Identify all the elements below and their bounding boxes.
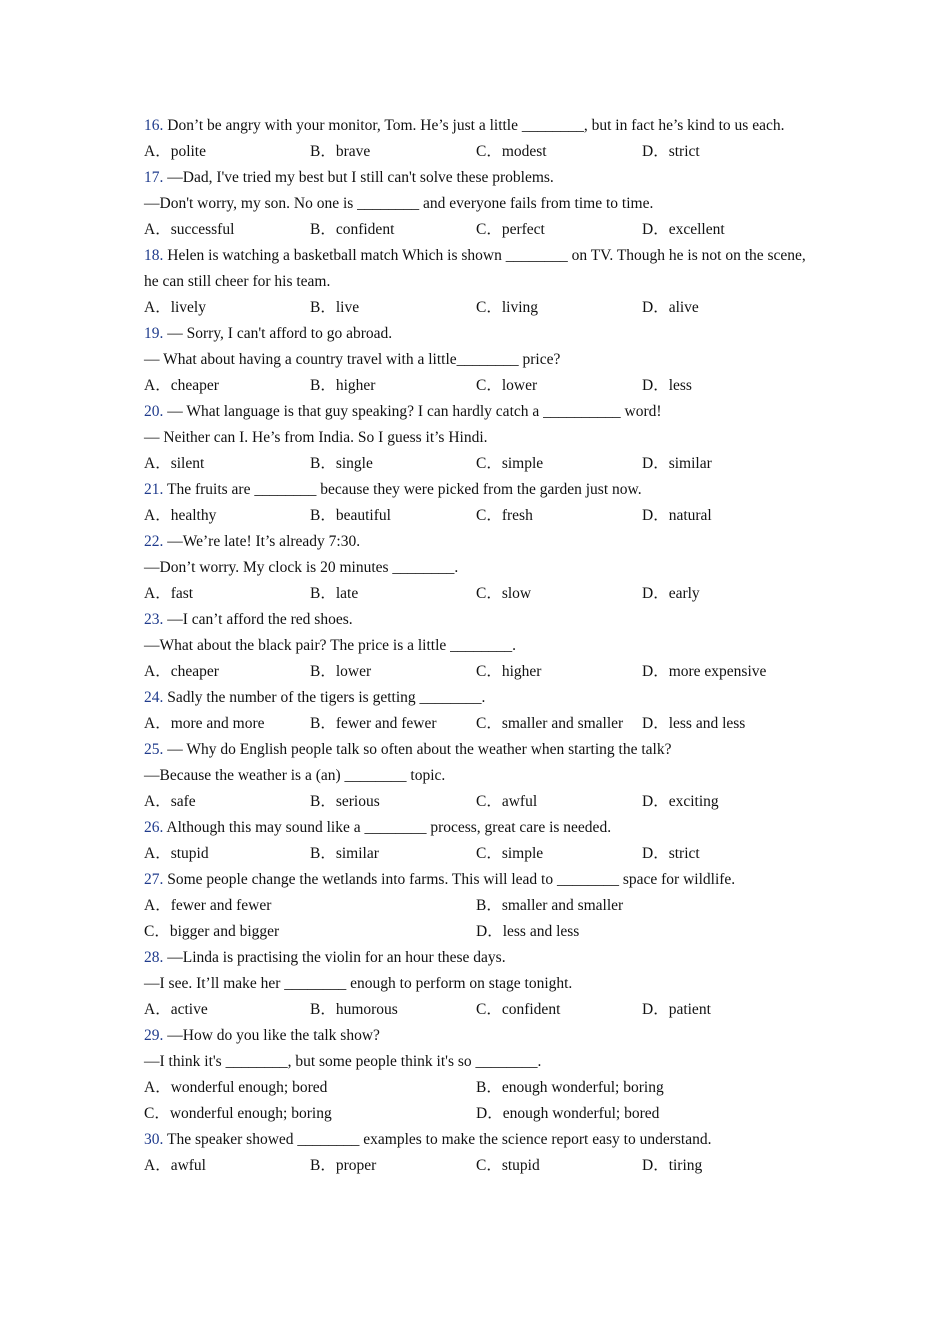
option-a[interactable]: A．stupid [144, 845, 209, 862]
options-row [144, 451, 814, 477]
option-b[interactable]: B．single [310, 455, 373, 472]
options-row [144, 711, 814, 737]
question-number: 20. [144, 403, 164, 420]
question-30 [144, 1127, 814, 1179]
option-d[interactable]: D．less and less [642, 715, 746, 732]
question-16 [144, 113, 814, 165]
options-row [144, 1075, 814, 1101]
question-number: 16. [144, 117, 164, 134]
question-text: —Because the weather is a (an) ________ topic. [144, 767, 446, 784]
question-text: —I can’t afford the red shoes. [167, 611, 353, 628]
question-text: —How do you like the talk show? [167, 1027, 380, 1044]
option-c[interactable]: C．confident [476, 1001, 561, 1018]
option-a[interactable]: A．fast [144, 585, 194, 602]
question-stem [144, 321, 814, 347]
option-c[interactable]: C．simple [476, 845, 544, 862]
question-text: —Linda is practising the violin for an hour these days. [167, 949, 506, 966]
question-19 [144, 321, 814, 399]
option-b[interactable]: B．enough wonderful; boring [476, 1079, 664, 1096]
question-stem [144, 477, 814, 503]
options-row [144, 503, 814, 529]
question-number: 28. [144, 949, 164, 966]
question-17 [144, 165, 814, 243]
question-number: 29. [144, 1027, 164, 1044]
option-d[interactable]: D．less and less [476, 923, 580, 940]
option-d[interactable]: D．excellent [642, 221, 725, 238]
options-row [144, 893, 814, 919]
question-text: —I see. It’ll make her ________ enough to perform on stage tonight. [144, 975, 573, 992]
question-text: Although this may sound like a ________ process, great care is needed. [166, 819, 612, 836]
question-text: —What about the black pair? The price is a little ________. [144, 637, 517, 654]
option-c[interactable]: C．fresh [476, 507, 533, 524]
option-d[interactable]: D．tiring [642, 1157, 703, 1174]
option-b[interactable]: B．lower [310, 663, 372, 680]
options-row [144, 841, 814, 867]
option-b[interactable]: B．higher [310, 377, 376, 394]
option-c[interactable]: C．wonderful enough; boring [144, 1105, 332, 1122]
question-line [144, 633, 814, 659]
option-c[interactable]: C．slow [476, 585, 532, 602]
question-text: —Dad, I've tried my best but I still can't solve these problems. [167, 169, 554, 186]
question-stem [144, 243, 814, 295]
document-page [144, 113, 814, 1179]
question-text: — What language is that guy speaking? I can hardly catch a __________ word! [167, 403, 662, 420]
question-text: —Don't worry, my son. No one is ________ and everyone fails from time to time. [144, 195, 654, 212]
option-c[interactable]: C．simple [476, 455, 544, 472]
question-number: 17. [144, 169, 164, 186]
option-a[interactable]: A．successful [144, 221, 235, 238]
question-line [144, 191, 814, 217]
option-a[interactable]: A．more and more [144, 715, 265, 732]
question-text: Sadly the number of the tigers is getting ________. [167, 689, 486, 706]
option-b[interactable]: B．proper [310, 1157, 377, 1174]
option-c[interactable]: C．awful [476, 793, 538, 810]
question-stem [144, 1127, 814, 1153]
option-c[interactable]: C．higher [476, 663, 542, 680]
question-text: —We’re late! It’s already 7:30. [167, 533, 361, 550]
options-row [144, 139, 814, 165]
option-b[interactable]: B．live [310, 299, 360, 316]
question-number: 22. [144, 533, 164, 550]
question-line [144, 1049, 814, 1075]
question-text: — What about having a country travel with a little________ price? [144, 351, 561, 368]
question-text: — Neither can I. He’s from India. So I guess it’s Hindi. [144, 429, 488, 446]
question-line [144, 347, 814, 373]
question-stem [144, 399, 814, 425]
option-d[interactable]: D．early [642, 585, 700, 602]
question-text: The speaker showed ________ examples to make the science report easy to understand. [166, 1131, 712, 1148]
option-d[interactable]: D．strict [642, 845, 700, 862]
question-line [144, 971, 814, 997]
option-b[interactable]: B．fewer and fewer [310, 715, 437, 732]
options-row [144, 295, 814, 321]
option-a[interactable]: A．lively [144, 299, 206, 316]
question-stem [144, 945, 814, 971]
question-stem [144, 165, 814, 191]
question-text: — Sorry, I can't afford to go abroad. [167, 325, 393, 342]
question-number: 30. [144, 1131, 164, 1148]
question-stem [144, 737, 814, 763]
option-c[interactable]: C．stupid [476, 1157, 540, 1174]
option-d[interactable]: D．enough wonderful; bored [476, 1105, 660, 1122]
question-number: 27. [144, 871, 164, 888]
question-number: 19. [144, 325, 164, 342]
option-b[interactable]: B．confident [310, 221, 395, 238]
option-c[interactable]: C．modest [476, 143, 547, 160]
question-18 [144, 243, 814, 321]
option-b[interactable]: B．brave [310, 143, 371, 160]
option-c[interactable]: C．living [476, 299, 539, 316]
question-20 [144, 399, 814, 477]
question-stem [144, 867, 814, 893]
options-row [144, 919, 814, 945]
question-stem [144, 113, 814, 139]
question-text: —Don’t worry. My clock is 20 minutes ________. [144, 559, 459, 576]
option-d[interactable]: D．similar [642, 455, 712, 472]
option-b[interactable]: B．beautiful [310, 507, 391, 524]
options-row [144, 997, 814, 1023]
options-row [144, 789, 814, 815]
question-26 [144, 815, 814, 867]
question-number: 18. [144, 247, 164, 264]
question-number: 24. [144, 689, 164, 706]
question-27 [144, 867, 814, 945]
option-d[interactable]: D．patient [642, 1001, 711, 1018]
option-d[interactable]: D．natural [642, 507, 712, 524]
options-row [144, 217, 814, 243]
question-text: Some people change the wetlands into farms. This will lead to ________ space for wildlife. [167, 871, 736, 888]
question-22 [144, 529, 814, 607]
option-d[interactable]: D．less [642, 377, 692, 394]
options-row [144, 1101, 814, 1127]
question-line [144, 763, 814, 789]
option-a[interactable]: A．cheaper [144, 377, 219, 394]
option-a[interactable]: A．active [144, 1001, 208, 1018]
question-number: 21. [144, 481, 164, 498]
question-24 [144, 685, 814, 737]
question-number: 26. [144, 819, 164, 836]
question-text: Don’t be angry with your monitor, Tom. He’s just a little ________, but in fact he’s kind to us each. [167, 117, 785, 134]
option-a[interactable]: A．polite [144, 143, 206, 160]
option-c[interactable]: C．perfect [476, 221, 545, 238]
question-28 [144, 945, 814, 1023]
option-d[interactable]: D．exciting [642, 793, 719, 810]
option-d[interactable]: D．strict [642, 143, 700, 160]
question-21 [144, 477, 814, 529]
option-d[interactable]: D．more expensive [642, 663, 767, 680]
option-a[interactable]: A．awful [144, 1157, 206, 1174]
options-row [144, 659, 814, 685]
option-a[interactable]: A．silent [144, 455, 205, 472]
question-stem [144, 815, 814, 841]
question-text: The fruits are ________ because they were picked from the garden just now. [166, 481, 642, 498]
option-a[interactable]: A．wonderful enough; bored [144, 1079, 328, 1096]
option-b[interactable]: B．smaller and smaller [476, 897, 624, 914]
option-b[interactable]: B．serious [310, 793, 380, 810]
option-c[interactable]: C．lower [476, 377, 538, 394]
option-d[interactable]: D．alive [642, 299, 699, 316]
question-29 [144, 1023, 814, 1127]
options-row [144, 581, 814, 607]
question-stem [144, 1023, 814, 1049]
question-25 [144, 737, 814, 815]
question-text: Helen is watching a basketball match Which is shown ________ on TV. Though he is not on the scene, he can still cheer for his team. [144, 247, 806, 290]
question-text: —I think it's ________, but some people think it's so ________. [144, 1053, 542, 1070]
options-row [144, 1153, 814, 1179]
options-row [144, 373, 814, 399]
question-stem [144, 529, 814, 555]
question-line [144, 555, 814, 581]
question-stem [144, 685, 814, 711]
option-a[interactable]: A．safe [144, 793, 196, 810]
question-23 [144, 607, 814, 685]
question-stem [144, 607, 814, 633]
question-text: — Why do English people talk so often about the weather when starting the talk? [167, 741, 672, 758]
question-number: 23. [144, 611, 164, 628]
option-b[interactable]: B．humorous [310, 1001, 398, 1018]
option-a[interactable]: A．fewer and fewer [144, 897, 272, 914]
option-a[interactable]: A．healthy [144, 507, 217, 524]
option-b[interactable]: B．late [310, 585, 359, 602]
option-a[interactable]: A．cheaper [144, 663, 219, 680]
option-c[interactable]: C．smaller and smaller [476, 715, 624, 732]
option-b[interactable]: B．similar [310, 845, 379, 862]
question-number: 25. [144, 741, 164, 758]
question-line [144, 425, 814, 451]
option-c[interactable]: C．bigger and bigger [144, 923, 280, 940]
